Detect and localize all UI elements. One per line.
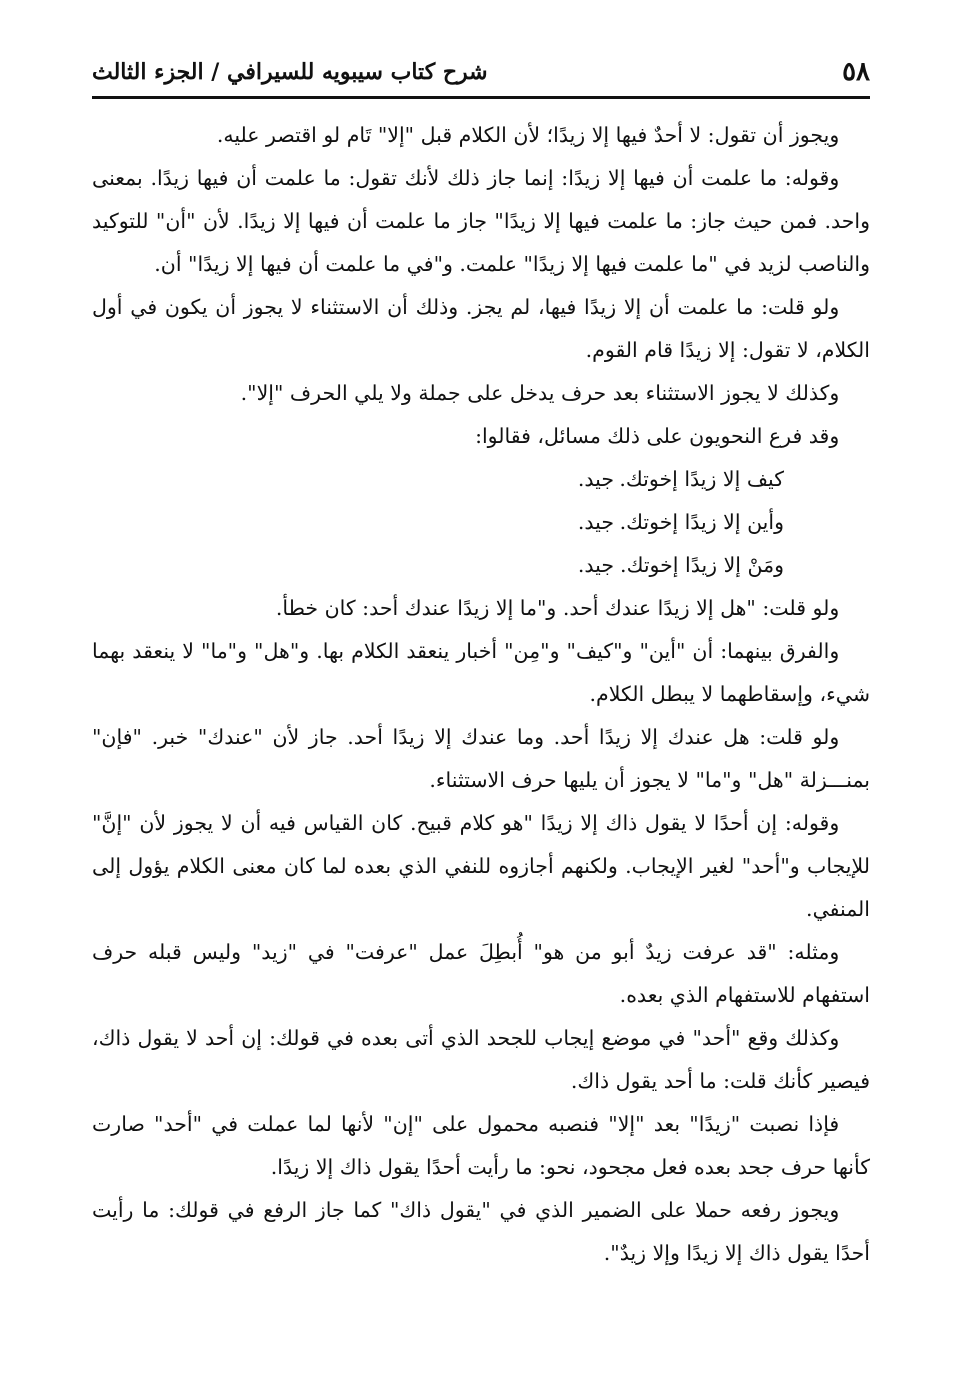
header-rule	[92, 96, 870, 99]
paragraph: ومثله: "قد عرفت زيدٌ أبو من هو" أُبطِلَ عمل "عرفت" في "زيد" وليس قبله حرف استفهام للاستفهام الذي بعده.	[92, 940, 870, 1007]
page-number: ٥٨	[842, 57, 870, 87]
example-sentence: ومَنْ إلا زيدًا إخوتك.	[620, 553, 784, 577]
paragraph: ولو قلت: "هل إلا زيدًا عندك أحد. و"ما إلا زيدًا عندك أحد: كان خطأ.	[275, 596, 840, 620]
example-verdict: جيد.	[577, 553, 614, 577]
example-row	[92, 458, 870, 501]
paragraph: وقد فرع النحويون على ذلك مسائل، فقالوا:	[475, 424, 840, 448]
body-text	[92, 114, 870, 1275]
paragraph: ولو قلت: هل عندك إلا زيدًا أحد. وما عندك إلا زيدًا أحد. جاز لأن "عندك" خبر. "فإن" بمنـــزلة "هل" و"ما" لا يجوز أن يليها حرف الاستثناء.	[92, 725, 870, 792]
example-sentence: كيف إلا زيدًا إخوتك.	[619, 467, 784, 491]
paragraph: ويجوز رفعه حملا على الضمير الذي في "يقول ذاك" كما جاز الرفع في قولك: ما رأيت أحدًا يقول ذاك إلا زيدًا وإلا زيدٌ".	[92, 1198, 870, 1265]
example-row	[92, 501, 870, 544]
paragraph: وقوله: إن أحدًا لا يقول ذاك إلا زيدًا "هو كلام قبيح. كان القياس فيه أن لا يجوز لأن "إنَّ" للإيجاب و"أحد" لغير الإيجاب. ولكنهم أجازوه للنفي الذي بعده لما كان معنى الكلام يؤول إلى المنفي.	[92, 811, 870, 921]
paragraph: فإذا نصبت "زيدًا" بعد "إلا" فنصبه محمول على "إن" لأنها لما عملت في "أحد" صارت كأنها حرف جحد بعده فعل مجحود، نحو: ما رأيت أحدًا يقول ذاك إلا زيدًا.	[92, 1112, 870, 1179]
paragraph: وقوله: ما علمت أن فيها إلا زيدًا: إنما جاز ذلك لأنك تقول: ما علمت أن فيها زيدًا. بمعنى واحد. فمن حيث جاز: ما علمت فيها إلا زيدًا" جاز ما علمت أن فيها إلا زيدًا. لأن "أن" للتوكيد والناصب لزيد في "ما علمت فيها إلا زيدًا" علمت. و"في ما علمت أن فيها إلا زيدًا" أن.	[92, 166, 870, 276]
example-sentence: وأين إلا زيدًا إخوتك.	[619, 510, 784, 534]
paragraph: والفرق بينهما: أن "أين" و"كيف" و"مِن" أخبار ينعقد الكلام بها. و"هل" و"ما" لا ينعقد بهما شيء، وإسقاطهما لا يبطل الكلام.	[92, 639, 870, 706]
paragraph: ويجوز أن تقول: لا أحدٌ فيها إلا زيدًا؛ لأن الكلام قبل "إلا" تَام لو اقتصر عليه.	[216, 123, 840, 147]
example-row	[92, 544, 870, 587]
running-title: شرح كتاب سيبويه للسيرافي / الجزء الثالث	[92, 59, 488, 85]
example-verdict: جيد.	[577, 467, 614, 491]
paragraph: ولو قلت: ما علمت أن إلا زيدًا فيها، لم يجز. وذلك أن الاستثناء لا يجوز أن يكون في أول الكلام، لا تقول: إلا زيدًا قام القوم.	[92, 295, 870, 362]
example-verdict: جيد.	[577, 510, 614, 534]
example-list	[92, 458, 870, 587]
paragraph: وكذلك وقع "أحد" في موضع إيجاب للجحد الذي أتى بعده في قولك: إن أحد لا يقول ذاك، فيصير كأنك قلت: ما أحد يقول ذاك.	[92, 1026, 870, 1093]
page-header	[92, 50, 870, 94]
paragraph: وكذلك لا يجوز الاستثناء بعد حرف يدخل على جملة ولا يلي الحرف "إلا".	[240, 381, 840, 405]
